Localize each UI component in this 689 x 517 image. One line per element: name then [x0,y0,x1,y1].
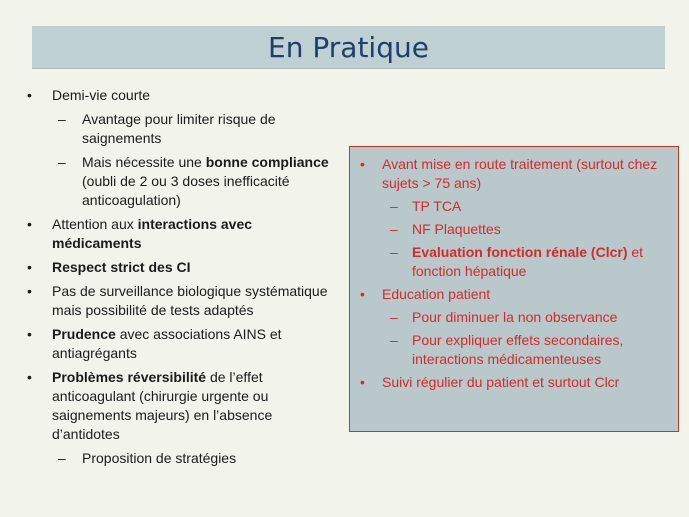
sub-bullet-avantage [24,110,334,148]
bullet-text: Education patient [382,286,491,302]
title-bar [32,26,665,69]
sub-bullet-non-observance [356,308,668,327]
bullet-bold-text: Prudence [52,326,116,342]
slide-title: En Pratique [268,30,429,64]
bullet-avant-mise-en-route [356,155,668,193]
sub-bullet-text: Avantage pour limiter risque de saignements [82,111,276,146]
bullet-text: Suivi régulier du patient et surtout Clcr [382,374,620,390]
sub-bullet-text: et fonction hépatique [412,244,644,279]
bullet-interactions [24,215,334,253]
sub-bullet-effets-secondaires [356,331,668,369]
bullet-text: Attention aux [52,216,138,232]
bullet-text: de l’effet anticoagulant (chirurgie urgente ou saignements majeurs) en l’absence d’antidotes [52,369,273,442]
bullet-text: Demi-vie courte [52,87,151,103]
sub-bullet-strategies [24,449,334,468]
sub-bullet-text: Proposition de stratégies [82,450,237,466]
sub-bullet-bold-text: Evaluation fonction rénale (Clcr) [412,244,628,260]
bullet-bold-text: interactions avec médicaments [52,216,253,251]
bullet-respect-ci [24,258,334,277]
sub-bullet-text: Mais nécessite une [82,154,206,170]
sub-bullet-bold-text: bonne compliance [205,154,329,170]
bullet-surveillance [24,282,334,320]
sub-bullet-compliance [24,153,334,210]
right-highlight-box [349,146,679,432]
bullet-text: avec associations AINS et antiagrégants [52,326,282,361]
bullet-bold-text: Problèmes réversibilité [52,369,207,385]
sub-bullet-tp-tca [356,197,668,216]
bullet-demi-vie [24,86,334,105]
sub-bullet-fonction-renale [356,243,668,281]
bullet-education-patient [356,285,668,304]
sub-bullet-text: NF Plaquettes [412,221,501,237]
sub-bullet-nf-plaquettes [356,220,668,239]
left-bullet-list [24,86,334,473]
bullet-prudence [24,325,334,363]
sub-bullet-text: Pour expliquer effets secondaires, interactions médicamenteuses [412,332,624,367]
bullet-bold-text: Respect strict des CI [52,259,191,275]
bullet-reversibilite [24,368,334,444]
bullet-text: Avant mise en route traitement (surtout chez sujets > 75 ans) [382,156,658,191]
bullet-suivi-regulier [356,373,668,392]
bullet-text: Pas de surveillance biologique systématique mais possibilité de tests adaptés [52,283,328,318]
sub-bullet-text: Pour diminuer la non observance [412,309,618,325]
sub-bullet-text: (oubli de 2 ou 3 doses inefficacité anticoagulation) [82,173,290,208]
sub-bullet-text: TP TCA [412,198,462,214]
